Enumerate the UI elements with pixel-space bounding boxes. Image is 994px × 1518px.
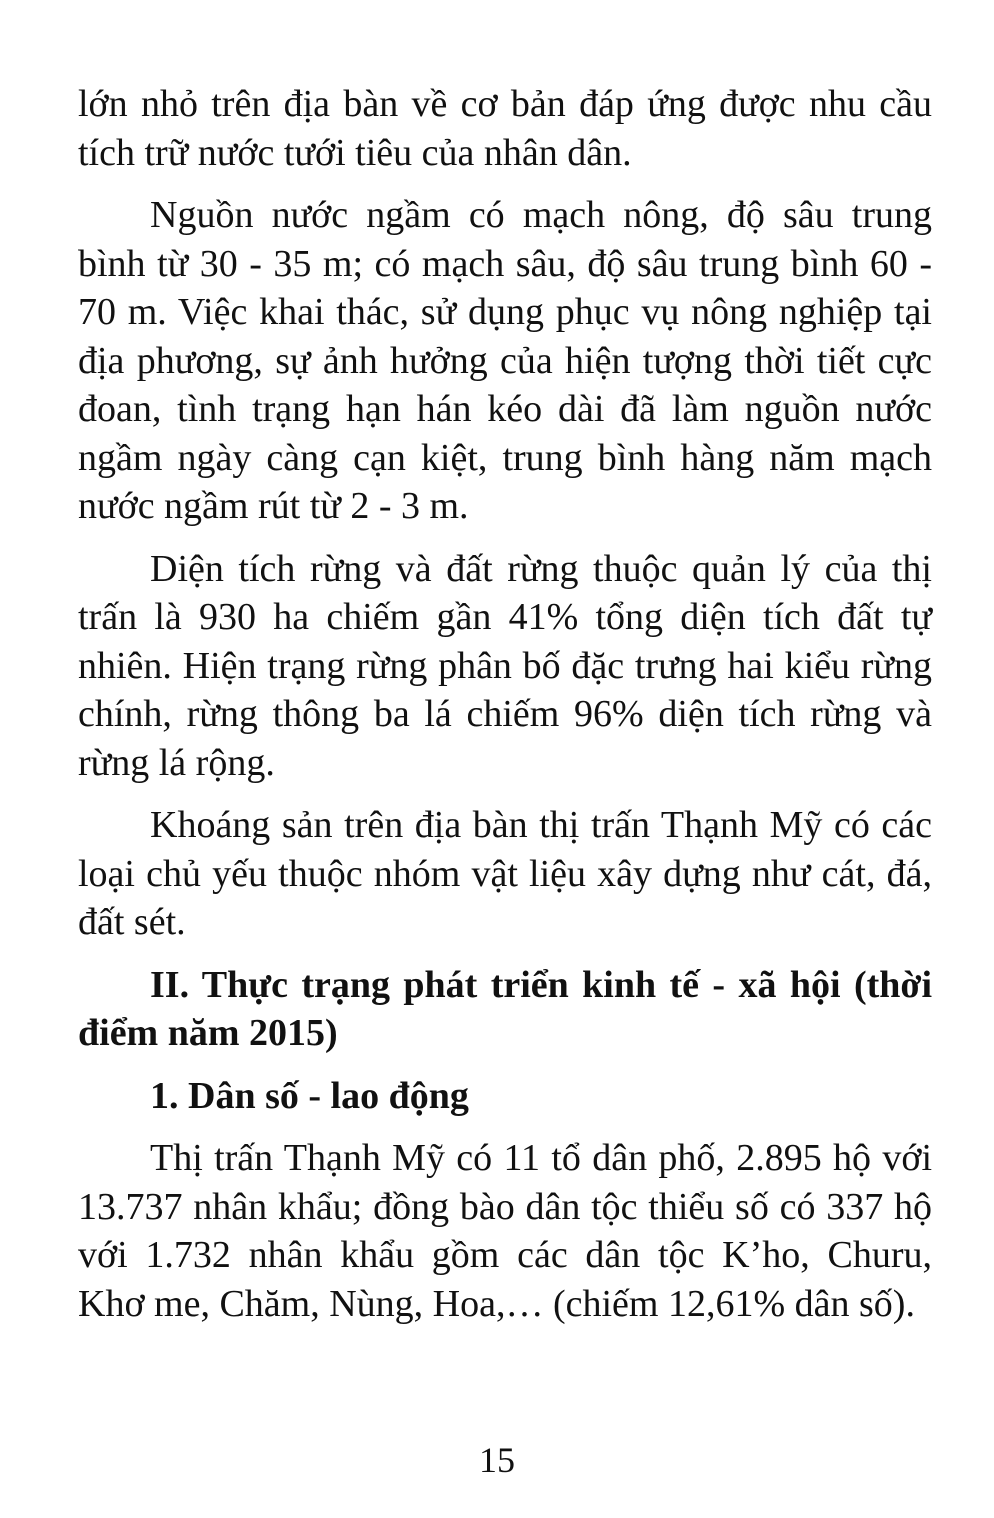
population-paragraph: Thị trấn Thạnh Mỹ có 11 tổ dân phố, 2.895 hộ với 13.737 nhân khẩu; đồng bào dân tộc thiểu số có 337 hộ với 1.732 nhân khẩu gồm các dân tộc K’ho, Churu, Khơ me, Chăm, Nùng, Hoa,… (chiếm 12,61% dân số). bbox=[78, 1137, 932, 1325]
subsection-heading: 1. Dân số - lao động bbox=[150, 1074, 469, 1117]
page-number: 15 bbox=[479, 1440, 515, 1480]
page-body bbox=[78, 80, 932, 1328]
section-heading: II. Thực trạng phát triển kinh tế - xã hội (thời điểm năm 2015) bbox=[78, 963, 932, 1054]
groundwater-paragraph: Nguồn nước ngầm có mạch nông, độ sâu trung bình từ 30 - 35 m; có mạch sâu, độ sâu trung bình 60 - 70 m. Việc khai thác, sử dụng phục vụ nông nghiệp tại địa phương, sự ảnh hưởng của hiện tượng thời tiết cực đoan, tình trạng hạn hán kéo dài đã làm nguồn nước ngầm ngày càng cạn kiệt, trung bình hàng năm mạch nước ngầm rút từ 2 - 3 m. bbox=[78, 194, 932, 527]
minerals-paragraph: Khoáng sản trên địa bàn thị trấn Thạnh Mỹ có các loại chủ yếu thuộc nhóm vật liệu xây dựng như cát, đá, đất sét. bbox=[78, 804, 932, 943]
continued-paragraph: lớn nhỏ trên địa bàn về cơ bản đáp ứng được nhu cầu tích trữ nước tưới tiêu của nhân dân. bbox=[78, 83, 932, 174]
forest-paragraph: Diện tích rừng và đất rừng thuộc quản lý của thị trấn là 930 ha chiếm gần 41% tổng diện tích đất tự nhiên. Hiện trạng rừng phân bố đặc trưng hai kiểu rừng chính, rừng thông ba lá chiếm 96% diện tích rừng và rừng lá rộng. bbox=[78, 547, 932, 784]
